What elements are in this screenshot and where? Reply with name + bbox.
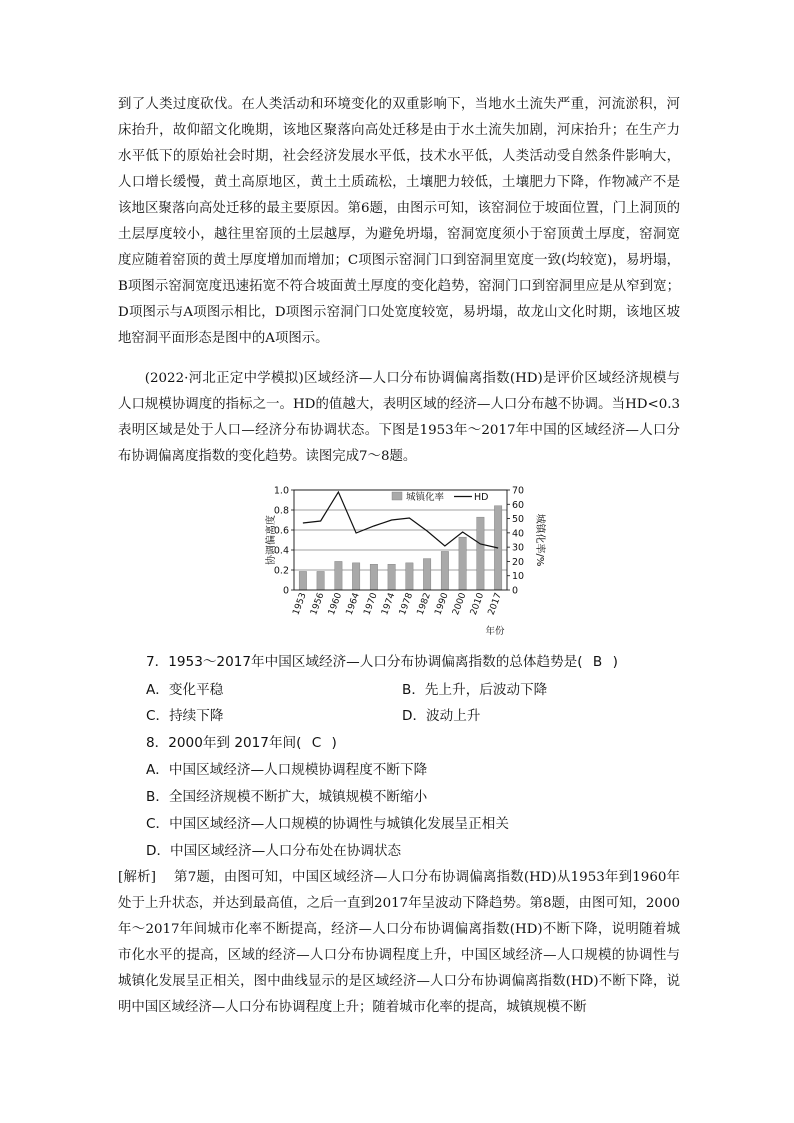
- x-tick-label: 2000: [451, 591, 469, 617]
- question-7-stem: [146, 652, 618, 672]
- chart-bars: [299, 506, 502, 590]
- question-8-option-a: A．中国区域经济—人口规模协调程度不断下降: [146, 762, 428, 778]
- bar-urbanization-1978: [406, 563, 413, 590]
- x-tick-label: 1960: [326, 591, 345, 617]
- right-tick-label: 50: [512, 514, 525, 526]
- chart-line: [303, 492, 498, 548]
- bar-urbanization-1964: [352, 563, 359, 590]
- question-7-answer: B: [592, 654, 603, 670]
- left-tick-label: 0: [282, 585, 289, 597]
- right-tick-label: 40: [512, 528, 525, 540]
- left-tick-label: 0.6: [273, 525, 289, 537]
- question-8-text: 8．2000年到 2017年间(: [146, 735, 302, 751]
- question-7-option-d: D．波动上升: [402, 708, 481, 724]
- right-tick-label: 0: [512, 585, 519, 597]
- right-tick-label: 60: [512, 499, 525, 511]
- right-tick-label: 30: [512, 542, 525, 554]
- x-tick-label: 1970: [362, 591, 380, 617]
- bar-urbanization-1953: [299, 571, 306, 590]
- y-axis-title: 协调偏离度: [266, 515, 277, 565]
- x-tick-label: 1964: [344, 591, 362, 617]
- legend-swatch-bar: [392, 492, 402, 500]
- hd-urbanization-chart: [262, 478, 552, 638]
- question-8-answer: C: [311, 735, 322, 751]
- bar-urbanization-1974: [388, 564, 395, 590]
- right-tick-label: 20: [512, 556, 525, 568]
- x-tick-label: 1953: [291, 591, 309, 617]
- bar-urbanization-1982: [423, 559, 430, 590]
- x-axis-title: 年份: [485, 626, 505, 637]
- question-7-option-c: C．持续下降: [146, 708, 224, 724]
- analysis-tag: [解析]: [118, 870, 156, 885]
- x-tick-label: 1956: [309, 591, 327, 617]
- bar-urbanization-1960: [335, 561, 342, 590]
- analysis: [118, 865, 680, 1021]
- analysis-spacer: [156, 870, 174, 885]
- question-7-close: ): [612, 654, 618, 670]
- line-hd: [303, 492, 498, 548]
- x-tick-label: 1974: [380, 591, 398, 617]
- x-tick-label: 2017: [486, 591, 504, 617]
- passage-top: 到了人类过度砍伐。在人类活动和环境变化的双重影响下，当地水土流失严重，河流淤积，河床抬升，故仰韶文化晚期，该地区聚落向高处迁移是由于水土流失加剧，河床抬升；在生产力水平低下的原始社会时期，社会经济发展水平低，技术水平低，人类活动受自然条件影响大，人口增长缓慢，黄土高原地区，黄土土质疏松，土壤肥力较低，土壤肥力下降，作物减产不是该地区聚落向高处迁移的最主要原因。第6题，由图示可知，该窑洞位于坡面位置，门上洞顶的土层厚度较小，越往里窑顶的土层越厚，为避免坍塌，窑洞宽度须小于窑顶黄土厚度，窑洞宽度应随着窑顶的黄土厚度增加而增加；C项图示窑洞门口到窑洞里宽度一致(均较宽)，易坍塌，B项图示窑洞宽度迅速拓宽不符合坡面黄土厚度的变化趋势，窑洞门口到窑洞里应是从窄到宽；D项图示与A项图示相比，D项图示窑洞门口处宽度较宽，易坍塌，故龙山文化时期，该地区坡地窑洞平面形态是图中的A项图示。: [118, 97, 680, 346]
- legend-label-bar: 城镇化率: [406, 492, 445, 503]
- question-8-option-b: B．全国经济规模不断扩大，城镇规模不断缩小: [146, 789, 428, 805]
- bar-urbanization-1970: [370, 564, 377, 590]
- left-tick-label: 0.4: [273, 545, 289, 557]
- chart-legend: [392, 491, 488, 503]
- bar-urbanization-2010: [477, 517, 484, 590]
- chart-labels: [264, 486, 547, 638]
- x-tick-label: 1990: [433, 591, 451, 617]
- question-intro: (2022·河北正定中学模拟)区域经济—人口分布协调偏离指数(HD)是评价区域经济规模与人口规模协调度的指标之一。HD的值越大，表明区域的经济—人口分布越不协调。当HD<0.3表明区域是处于人口—经济分布协调状态。下图是1953年～2017年中国的区域经济—人口分布协调偏离度指数的变化趋势。读图完成7～8题。: [118, 371, 680, 464]
- x-tick-label: 2010: [468, 591, 487, 617]
- legend-label-line: HD: [474, 492, 489, 503]
- x-tick-label: 1982: [415, 591, 433, 617]
- left-tick-label: 0.8: [273, 505, 289, 517]
- analysis-text: 第7题，由图可知，中国区域经济—人口分布协调偏离指数(HD)从1953年到1960年处于上升状态，并达到最高值，之后一直到2017年呈波动下降趋势。第8题，由图可知，2000年～2017年间城市化率不断提高，经济—人口分布协调偏离指数(HD)不断下降，说明随着城市化水平的提高，区域的经济—人口分布协调程度上升，中国区域经济—人口规模的协调性与城镇化发展呈正相关，图中曲线显示的是区域经济—人口分布协调偏离指数(HD)不断下降，说明中国区域经济—人口分布协调程度上升；随着城市化率的提高，城镇规模不断: [118, 870, 681, 1015]
- question-8-option-d: D．中国区域经济—人口分布处在协调状态: [146, 843, 402, 859]
- question-8-option-c: C．中国区域经济—人口规模的协调性与城镇化发展呈正相关: [146, 816, 509, 832]
- y2-axis-title: 城镇化率/%: [534, 513, 545, 567]
- question-7-text: 7．1953～2017年中国区域经济—人口分布协调偏离指数的总体趋势是(: [146, 654, 583, 670]
- bar-urbanization-1956: [317, 571, 324, 590]
- right-tick-label: 70: [512, 485, 525, 497]
- question-8-stem: [146, 733, 337, 753]
- bar-urbanization-2000: [459, 537, 466, 590]
- question-7-option-b: B．先上升，后波动下降: [402, 682, 548, 698]
- right-tick-label: 10: [512, 571, 525, 583]
- left-tick-label: 0.2: [273, 565, 289, 577]
- question-8-close: ): [331, 735, 337, 751]
- left-tick-label: 1.0: [273, 485, 289, 497]
- question-7-option-a: A．变化平稳: [146, 682, 224, 698]
- x-tick-label: 1978: [397, 591, 416, 617]
- bar-urbanization-1990: [441, 551, 448, 590]
